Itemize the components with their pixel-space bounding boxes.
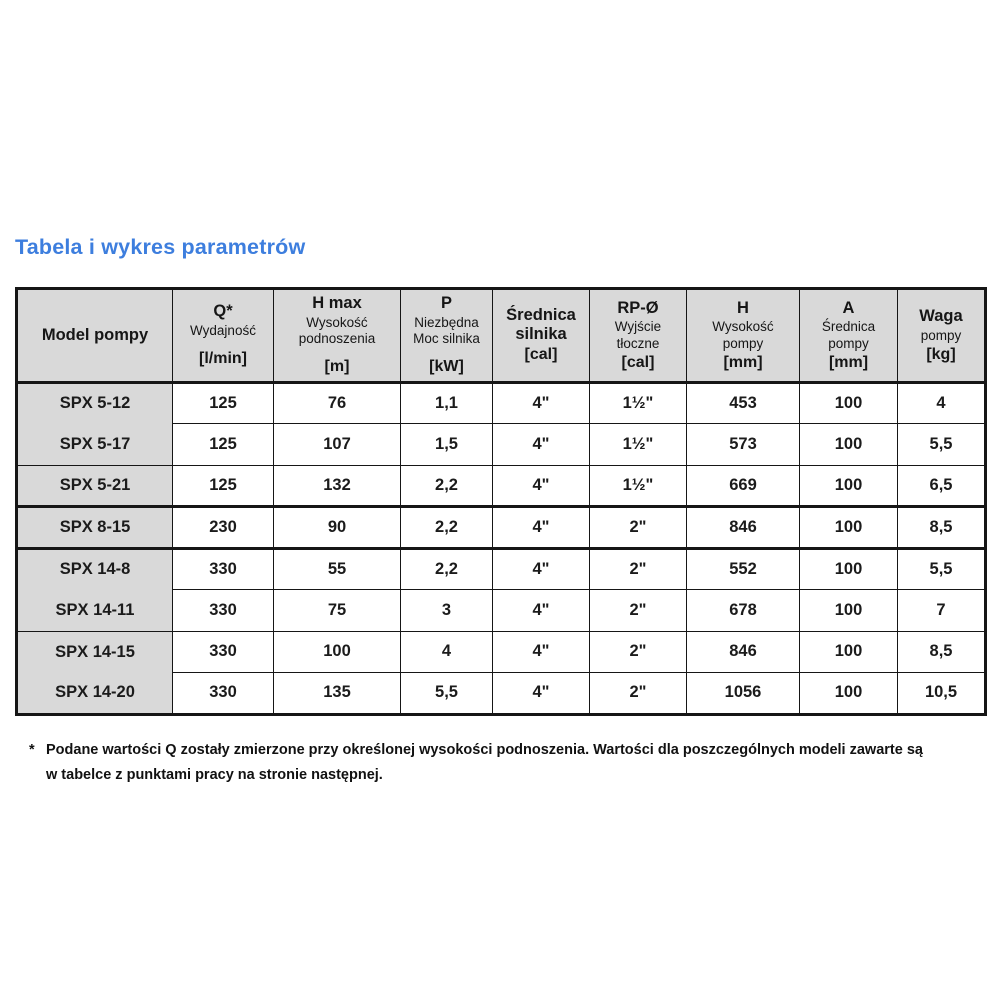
footnote [29, 738, 987, 788]
footnote-line: w tabelce z punktami pracy na stronie następnej. [46, 766, 383, 783]
column-subtitle: Średnica pompy [821, 319, 876, 351]
table-cell: 2" [590, 631, 687, 673]
footnote-marker: * [29, 741, 35, 758]
page-title: Tabela i wykres parametrów [15, 235, 306, 259]
table-cell: 5,5 [401, 673, 493, 715]
table-cell: 125 [173, 465, 274, 507]
column-unit: [mm] [723, 353, 763, 371]
table-cell: 8,5 [898, 507, 986, 549]
model-cell: SPX 14-20 [17, 673, 173, 715]
model-cell: SPX 5-21 [17, 465, 173, 507]
model-cell: SPX 5-17 [17, 424, 173, 466]
table-cell: 8,5 [898, 631, 986, 673]
table-cell: 1½" [590, 382, 687, 424]
table-cell: 90 [274, 507, 401, 549]
table-row [17, 382, 986, 424]
table-cell: 330 [173, 673, 274, 715]
table-cell: 1½" [590, 424, 687, 466]
table-cell: 2" [590, 507, 687, 549]
table-cell: 1½" [590, 465, 687, 507]
table-row [17, 673, 986, 715]
table-cell: 330 [173, 548, 274, 590]
table-cell: 75 [274, 590, 401, 632]
table-cell: 846 [687, 507, 800, 549]
table-cell: 107 [274, 424, 401, 466]
table-cell: 2,2 [401, 548, 493, 590]
column-subtitle: Wysokość pompy [712, 319, 774, 351]
table-cell: 2" [590, 673, 687, 715]
table-cell: 100 [800, 382, 898, 424]
table-cell: 330 [173, 590, 274, 632]
table-cell: 2,2 [401, 465, 493, 507]
model-cell: SPX 14-11 [17, 590, 173, 632]
table-cell: 573 [687, 424, 800, 466]
table-cell: 100 [274, 631, 401, 673]
column-unit: [m] [324, 358, 350, 376]
table-cell: 125 [173, 424, 274, 466]
table-cell: 230 [173, 507, 274, 549]
table-cell: 5,5 [898, 548, 986, 590]
table-cell: 4 [401, 631, 493, 673]
column-title: A [842, 298, 855, 317]
column-header-model [17, 289, 173, 383]
table-cell: 4" [493, 465, 590, 507]
table-cell: 7 [898, 590, 986, 632]
parameters-table [15, 287, 987, 716]
table-cell: 100 [800, 590, 898, 632]
column-unit: [mm] [828, 353, 869, 371]
table-cell: 125 [173, 382, 274, 424]
column-title: Model pompy [41, 325, 149, 344]
table-cell: 100 [800, 424, 898, 466]
table-cell: 10,5 [898, 673, 986, 715]
header-row [17, 289, 986, 383]
column-title: H [737, 298, 749, 317]
column-unit: [cal] [621, 353, 655, 371]
column-header-weight [898, 289, 986, 383]
column-unit: [kW] [429, 358, 464, 376]
table-cell: 4" [493, 631, 590, 673]
table-cell: 1,1 [401, 382, 493, 424]
table-row [17, 507, 986, 549]
table-cell: 100 [800, 631, 898, 673]
table-cell: 552 [687, 548, 800, 590]
model-cell: SPX 14-15 [17, 631, 173, 673]
table-cell: 4 [898, 382, 986, 424]
column-title: Średnica silnika [506, 306, 576, 344]
table-cell: 2" [590, 590, 687, 632]
footnote-line: Podane wartości Q zostały zmierzone przy określonej wysokości podnoszenia. Wartości dla poszczególnych modeli zawarte są [46, 741, 923, 758]
footnote-text [46, 738, 987, 788]
table-row [17, 424, 986, 466]
column-title: RP-Ø [617, 298, 659, 317]
table-cell: 135 [274, 673, 401, 715]
column-subtitle: Wyjście tłoczne [614, 319, 662, 351]
table-cell: 5,5 [898, 424, 986, 466]
column-unit: [l/min] [199, 350, 247, 368]
column-title: Q* [213, 302, 233, 321]
table-cell: 132 [274, 465, 401, 507]
table-cell: 1056 [687, 673, 800, 715]
model-cell: SPX 5-12 [17, 382, 173, 424]
column-header-p [401, 289, 493, 383]
column-subtitle: Niezbędna Moc silnika [413, 314, 480, 347]
column-unit: [cal] [524, 346, 558, 364]
table-cell: 2,2 [401, 507, 493, 549]
table-cell: 4" [493, 424, 590, 466]
table-cell: 4" [493, 673, 590, 715]
table-cell: 100 [800, 548, 898, 590]
table-cell: 678 [687, 590, 800, 632]
table-cell: 6,5 [898, 465, 986, 507]
column-title: Waga [919, 306, 963, 325]
table-row [17, 465, 986, 507]
table-cell: 453 [687, 382, 800, 424]
column-header-motor-diameter [493, 289, 590, 383]
table-cell: 100 [800, 465, 898, 507]
table-row [17, 590, 986, 632]
column-subtitle: Wydajność [190, 323, 256, 339]
table-row [17, 631, 986, 673]
table-cell: 4" [493, 382, 590, 424]
table-cell: 846 [687, 631, 800, 673]
table-cell: 669 [687, 465, 800, 507]
table-cell: 330 [173, 631, 274, 673]
model-cell: SPX 8-15 [17, 507, 173, 549]
column-header-pump-height [687, 289, 800, 383]
column-subtitle: pompy [920, 327, 962, 343]
table-cell: 4" [493, 548, 590, 590]
table-cell: 76 [274, 382, 401, 424]
column-header-pump-diameter [800, 289, 898, 383]
table-cell: 1,5 [401, 424, 493, 466]
table-cell: 100 [800, 673, 898, 715]
table-cell: 55 [274, 548, 401, 590]
column-title: P [440, 294, 452, 312]
column-header-hmax [274, 289, 401, 383]
model-cell: SPX 14-8 [17, 548, 173, 590]
table-cell: 4" [493, 590, 590, 632]
column-unit: [kg] [926, 345, 956, 363]
column-header-rp [590, 289, 687, 383]
column-header-q [173, 289, 274, 383]
column-subtitle: Wysokość podnoszenia [298, 314, 376, 347]
table-cell: 3 [401, 590, 493, 632]
table-row [17, 548, 986, 590]
column-title: H max [312, 294, 362, 312]
table-cell: 4" [493, 507, 590, 549]
table-cell: 100 [800, 507, 898, 549]
table-cell: 2" [590, 548, 687, 590]
